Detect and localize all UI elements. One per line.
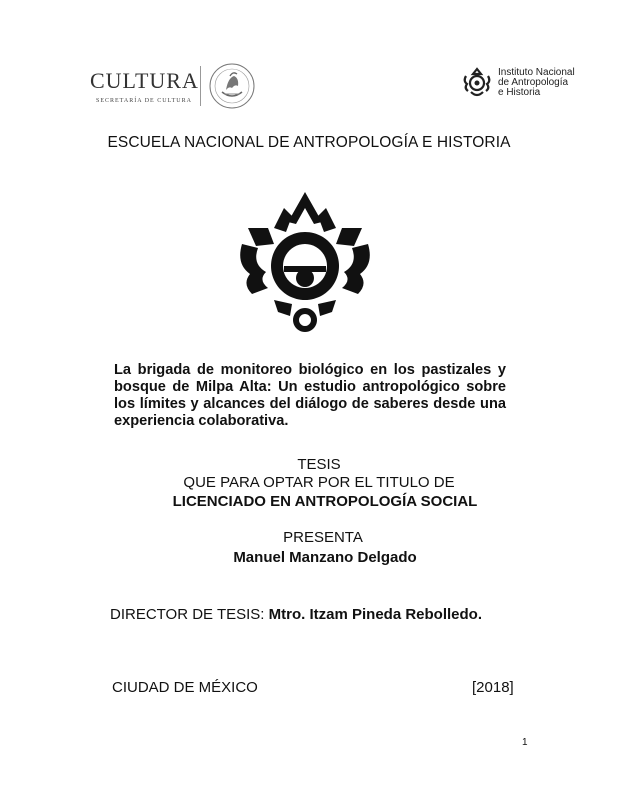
presenta-label: PRESENTA [283,529,363,546]
director-name: Mtro. Itzam Pineda Rebolledo. [268,606,483,623]
degree-intro: QUE PARA OPTAR POR EL TITULO DE [183,474,455,491]
cultura-subtitle: SECRETARÍA DE CULTURA [96,98,192,104]
enah-emblem-icon [234,188,376,336]
inah-name-line2: de Antropología [498,77,569,88]
thesis-director [110,606,482,623]
inah-name-line3: e Historia [498,87,541,98]
degree-title: LICENCIADO EN ANTROPOLOGÍA SOCIAL [172,493,478,510]
city: CIUDAD DE MÉXICO [112,679,258,696]
tesis-label: TESIS [297,456,341,473]
director-label: DIRECTOR DE TESIS: [110,606,265,623]
cultura-wordmark: CULTURA [90,68,199,93]
thesis-title: La brigada de monitoreo biológico en los pastizales y bosque de Milpa Alta: Un estudio antropológico sobre los límites y alcances del diálogo de saberes desde una experiencia colaborativa. [114,362,506,429]
cultura-logo [90,62,265,110]
inah-name [498,68,575,98]
inah-logo [460,66,580,102]
author-name: Manuel Manzano Delgado [233,549,417,566]
inah-emblem-icon [460,66,494,100]
logo-divider [200,66,201,106]
school-name: ESCUELA NACIONAL DE ANTROPOLOGÍA E HISTORIA [107,134,511,151]
page-number: 1 [522,737,528,748]
mexican-coat-of-arms-icon [208,62,256,110]
inah-name-line1: Instituto Nacional [498,67,575,78]
year: [2018] [472,679,514,696]
